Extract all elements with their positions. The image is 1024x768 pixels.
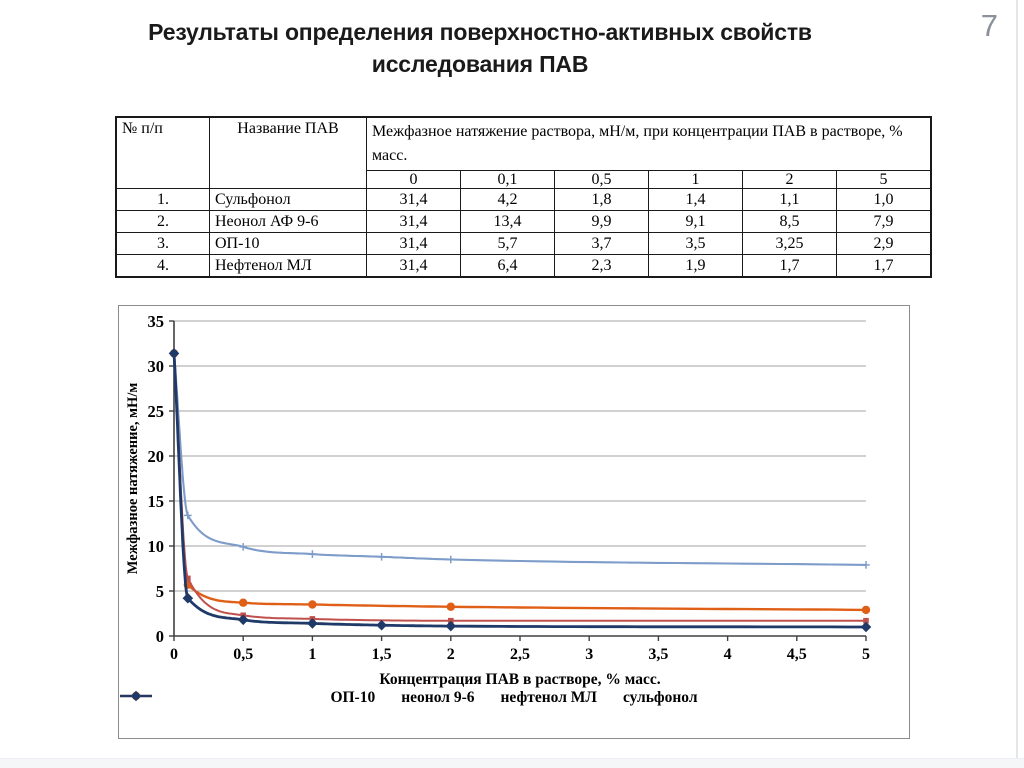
table-row	[116, 255, 931, 278]
row-number-cell: 1.	[116, 189, 210, 211]
table-row	[116, 189, 931, 211]
svg-text:4: 4	[723, 646, 732, 663]
value-cell: 31,4	[367, 189, 461, 211]
value-cell: 1,9	[649, 255, 743, 278]
svg-text:5: 5	[155, 582, 164, 601]
row-number-cell: 4.	[116, 255, 210, 278]
table-header-num: № п/п	[116, 117, 210, 189]
value-cell: 2,3	[555, 255, 649, 278]
svg-text:1: 1	[308, 646, 317, 663]
surfactant-name-cell: Нефтенол МЛ	[210, 255, 367, 278]
surfactant-name-cell: ОП-10	[210, 233, 367, 255]
chart-legend	[119, 689, 909, 707]
legend-item	[330, 689, 375, 707]
series-1	[170, 350, 870, 569]
svg-text:10: 10	[147, 537, 164, 556]
svg-text:1,5: 1,5	[371, 646, 392, 663]
svg-text:2,5: 2,5	[510, 646, 530, 663]
legend-item	[623, 689, 698, 707]
svg-text:15: 15	[147, 492, 164, 511]
legend-item	[401, 689, 474, 707]
svg-text:0: 0	[155, 627, 164, 646]
table-row	[116, 211, 931, 233]
value-cell: 13,4	[461, 211, 555, 233]
svg-text:25: 25	[147, 402, 164, 421]
table-header-row	[116, 117, 931, 171]
svg-text:2: 2	[446, 646, 455, 663]
value-cell: 1,7	[743, 255, 837, 278]
value-cell: 3,25	[743, 233, 837, 255]
conc-header-cell: 0,1	[461, 171, 555, 189]
legend-label: неонол 9-6	[401, 689, 475, 706]
conc-header-cell: 5	[837, 171, 932, 189]
value-cell: 31,4	[367, 211, 461, 233]
surfactant-name-cell: Неонол АФ 9-6	[210, 211, 367, 233]
value-cell: 3,7	[555, 233, 649, 255]
row-number-cell: 3.	[116, 233, 210, 255]
value-cell: 31,4	[367, 255, 461, 278]
value-cell: 9,9	[555, 211, 649, 233]
value-cell: 3,5	[649, 233, 743, 255]
value-cell: 8,5	[743, 211, 837, 233]
svg-text:30: 30	[147, 357, 164, 376]
conc-header-cell: 1	[649, 171, 743, 189]
slide-title: Результаты определения поверхностно-активных свойств исследования ПАВ	[148, 19, 812, 77]
svg-text:20: 20	[147, 447, 164, 466]
axes	[169, 321, 866, 641]
series-0	[170, 349, 870, 614]
row-number-cell: 2.	[116, 211, 210, 233]
value-cell: 31,4	[367, 233, 461, 255]
value-cell: 1,4	[649, 189, 743, 211]
conc-header-cell: 0,5	[555, 171, 649, 189]
value-cell: 6,4	[461, 255, 555, 278]
svg-text:35: 35	[147, 312, 164, 331]
value-cell: 7,9	[837, 211, 932, 233]
chart	[118, 305, 910, 739]
value-cell: 1,0	[837, 189, 932, 211]
value-cell: 2,9	[837, 233, 932, 255]
series-2	[171, 351, 869, 624]
svg-text:3: 3	[585, 646, 594, 663]
x-axis-title: Концентрация ПАВ в растворе, % масс.	[379, 671, 661, 688]
value-cell: 9,1	[649, 211, 743, 233]
svg-text:0,5: 0,5	[233, 646, 254, 663]
legend-label: ОП-10	[330, 689, 376, 706]
table-header-span: Межфазное натяжение раствора, мН/м, при концентрации ПАВ в растворе, % масс.	[367, 117, 932, 171]
svg-text:3,5: 3,5	[648, 646, 669, 663]
page-number: 7	[980, 8, 998, 43]
conc-header-cell: 2	[743, 171, 837, 189]
table-row	[116, 233, 931, 255]
value-cell: 5,7	[461, 233, 555, 255]
legend-swatch	[119, 689, 153, 703]
y-axis-title: Межфазное натяжение, мН/м	[125, 382, 141, 575]
value-cell: 1,1	[743, 189, 837, 211]
value-cell: 1,7	[837, 255, 932, 278]
svg-text:5: 5	[862, 646, 870, 663]
value-cell: 1,8	[555, 189, 649, 211]
series-3	[169, 348, 872, 632]
legend-label: нефтенол МЛ	[500, 689, 597, 706]
surfactant-name-cell: Сульфонол	[210, 189, 367, 211]
chart-svg	[119, 306, 909, 738]
slide-right-border	[1016, 0, 1018, 767]
legend-label: сульфонол	[622, 689, 698, 706]
legend-item	[501, 689, 597, 707]
table-header-name: Название ПАВ	[210, 117, 367, 189]
value-cell: 4,2	[461, 189, 555, 211]
svg-text:4,5: 4,5	[786, 646, 807, 663]
svg-text:0: 0	[170, 646, 178, 663]
surfactant-table	[115, 116, 932, 278]
conc-header-cell: 0	[367, 171, 461, 189]
y-gridlines	[174, 321, 866, 591]
